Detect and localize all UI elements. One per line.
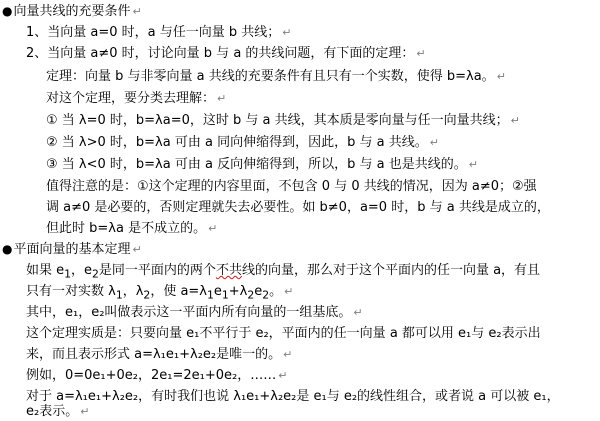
theorem-text: 定理：向量 b 与非零向量 a 共线的充要条件有且只有一个实数，使得 b=λa。 <box>46 69 495 84</box>
uniqueness-text: 来，而且表示形式 a=λ₁e₁+λ₂e₂是唯一的。 <box>26 347 282 362</box>
section2-line3 <box>26 303 363 322</box>
subscript: 2 <box>143 288 151 302</box>
paragraph-mark-icon: ↵ <box>282 26 292 39</box>
paragraph-mark-icon: ↵ <box>429 136 439 149</box>
example-text: 例如，0=0e₁+0e₂，2e₁=2e₁+0e₂，…… <box>26 368 277 383</box>
section1-item1 <box>26 23 292 42</box>
spellcheck-underlined-text: 不共 <box>215 263 242 278</box>
section1-title: 向量共线的充要条件 <box>13 4 131 19</box>
case2-text: ② 当 λ>0 时，b=λa 可由 a 同向伸缩得到，因此，b 与 a 共线。 <box>46 135 428 150</box>
paragraph-mark-icon: ↵ <box>284 285 294 298</box>
paragraph-mark-icon: ↵ <box>283 348 293 361</box>
text-segment: ，使 a=λ <box>150 284 207 299</box>
section2-title: 平面向量的基本定理 <box>13 242 131 257</box>
text-segment: e <box>213 284 222 299</box>
note-line2-text: 调 a≠0 是必要的，否则定理就失去必要性。如 b≠0，a=0 时，b 与 a 共线是成立的， <box>46 200 550 215</box>
section2-line5 <box>26 345 292 364</box>
subscript: 2 <box>247 288 255 302</box>
item2-text: 2、当向量 a≠0 时，讨论向量 b 与 a 的共线问题，有下面的定理： <box>26 46 415 61</box>
paragraph-mark-icon: ↵ <box>278 369 288 382</box>
bullet-icon: ● <box>2 4 13 18</box>
section1-note-line3 <box>46 219 217 238</box>
section1-discussion <box>46 89 226 108</box>
note-line1-text: 值得注意的是：①这个定理的内容里面，不包含 0 与 0 共线的情况，因为 a≠0；②强 <box>46 179 537 194</box>
paragraph-mark-icon: ↵ <box>217 92 227 105</box>
section2-line2 <box>26 282 293 305</box>
discussion-text: 对这个定理，要分类去理解： <box>46 91 216 106</box>
section1-item2 <box>26 44 426 63</box>
section1-case2 <box>46 133 439 152</box>
section2-line8 <box>26 402 89 421</box>
subscript: 1 <box>64 267 72 281</box>
case3-text: ③ 当 λ<0 时，b=λa 可由 a 反向伸缩得到，所以，b 与 a 也是共线的。 <box>46 157 467 172</box>
section1-theorem <box>46 67 506 86</box>
subscript: 2 <box>262 288 270 302</box>
essence-text: 这个定理实质是：只要向量 e₁不平行于 e₂，平面内的任一向量 a 都可以用 e₁与 e₂表示出 <box>26 326 541 341</box>
section2-line7 <box>26 387 560 406</box>
text-segment: 是同一平面内的两个 <box>98 263 216 278</box>
subscript: 1 <box>115 288 123 302</box>
item1-text: 1、当向量 a=0 时，a 与任一向量 b 共线； <box>26 25 281 40</box>
section2-heading <box>2 240 142 259</box>
section1-case3 <box>46 155 478 174</box>
represent-text: e₂表示。 <box>26 404 79 419</box>
paragraph-mark-icon: ↵ <box>208 222 218 235</box>
linear-combination-text: 对于 a=λ₁e₁+λ₂e₂，有时我们也说 λ₁e₁+λ₂e₂是 e₁与 e₂的线性组合，或者说 a 可以被 e₁， <box>26 389 560 404</box>
text-segment: ，λ <box>122 284 144 299</box>
text-segment: +λ <box>228 284 248 299</box>
subscript: 1 <box>207 288 214 302</box>
paragraph-mark-icon: ↵ <box>353 306 363 319</box>
note-line3-text: 但此时 b=λa 是不成立的。 <box>46 221 207 236</box>
section1-heading <box>2 2 142 21</box>
section2-line6 <box>26 366 287 385</box>
section2-line4 <box>26 324 541 343</box>
text-segment: e <box>254 284 263 299</box>
section1-case1 <box>46 111 520 130</box>
section2-line1 <box>26 261 540 284</box>
paragraph-mark-icon: ↵ <box>132 243 142 256</box>
paragraph-mark-icon: ↵ <box>132 5 142 18</box>
paragraph-mark-icon: ↵ <box>416 47 426 60</box>
section1-note-line1 <box>46 177 537 196</box>
subscript: 2 <box>92 267 99 281</box>
basis-text: 其中，e₁，e₂叫做表示这一平面内所有向量的一组基底。 <box>26 305 352 320</box>
section1-note-line2 <box>46 198 550 217</box>
paragraph-mark-icon: ↵ <box>496 70 506 83</box>
text-segment: 。 <box>269 284 283 299</box>
paragraph-mark-icon: ↵ <box>468 158 478 171</box>
paragraph-mark-icon: ↵ <box>510 114 520 127</box>
text-segment: 线的向量，那么对于这个平面内的任一向量 a，有且 <box>241 263 541 278</box>
case1-text: ① 当 λ=0 时，b=λa=0，这时 b 与 a 共线，其本质是零向量与任一向量共线； <box>46 113 509 128</box>
subscript: 1 <box>221 288 229 302</box>
paragraph-mark-icon: ↵ <box>80 405 90 418</box>
text-segment: 只有一对实数 λ <box>26 284 116 299</box>
text-segment: ，e <box>71 263 93 278</box>
text-segment: 如果 e <box>26 263 65 278</box>
bullet-icon: ● <box>2 242 13 256</box>
